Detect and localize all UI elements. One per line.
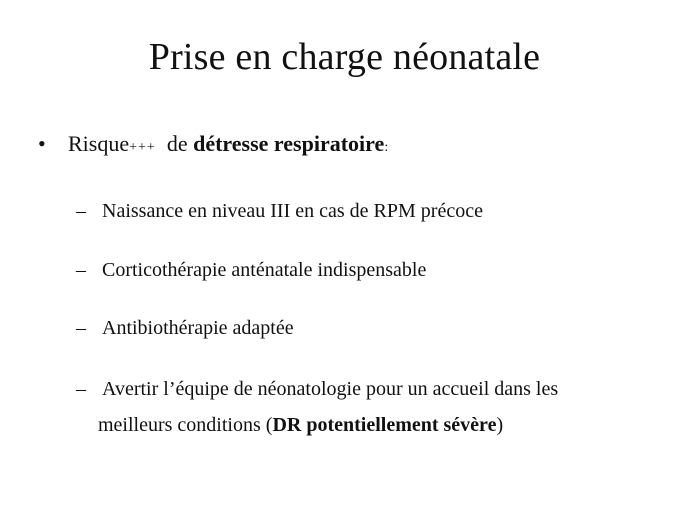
slide-title: Prise en charge néonatale — [148, 36, 541, 78]
main-bullet — [38, 129, 389, 163]
dash-marker: – — [76, 259, 86, 281]
continuation-prefix: meilleurs conditions — [98, 414, 261, 436]
subitem-text: Corticothérapie anténatale indispensable — [102, 259, 427, 281]
bullet-marker: • — [38, 131, 46, 156]
subitem-2 — [76, 255, 426, 285]
subitem-text: Naissance en niveau III en cas de RPM précoce — [102, 200, 483, 222]
subitem-4-continuation — [98, 410, 503, 440]
dash-marker: – — [76, 317, 86, 339]
paren-open: ( — [265, 414, 273, 436]
subitem-text-line1: Avertir l’équipe de néonatologie pour un accueil dans les — [102, 378, 559, 400]
subitem-3 — [76, 313, 294, 343]
subitem-4 — [76, 374, 558, 404]
bullet-plus: +++ — [129, 140, 156, 155]
dash-marker: – — [76, 200, 86, 222]
continuation-emphasis: DR potentiellement sévère — [272, 414, 497, 436]
bullet-mid: de — [166, 131, 188, 156]
bullet-emphasis: détresse respiratoire — [193, 131, 385, 156]
subitem-1 — [76, 196, 483, 226]
subitem-text: Antibiothérapie adaptée — [102, 317, 294, 339]
bullet-suffix: : — [384, 140, 390, 155]
paren-close: ) — [496, 414, 504, 436]
dash-marker: – — [76, 378, 86, 400]
bullet-prefix: Risque — [68, 131, 130, 156]
